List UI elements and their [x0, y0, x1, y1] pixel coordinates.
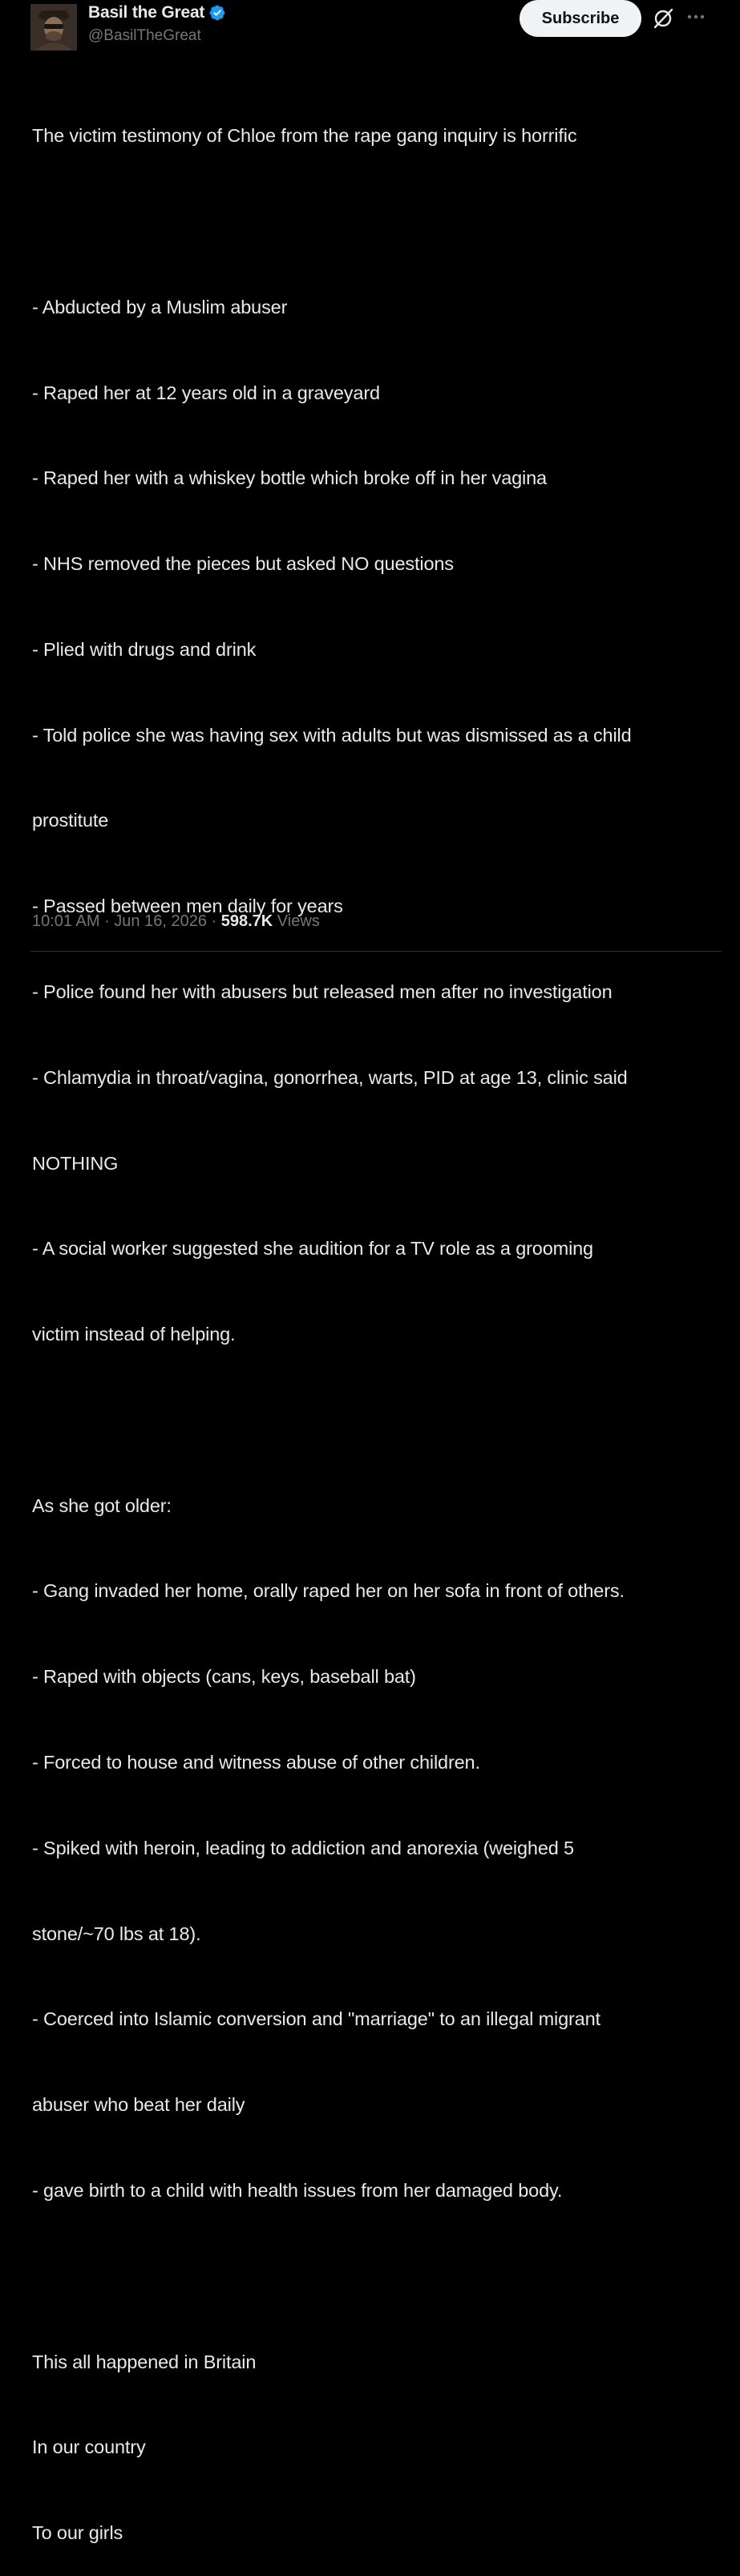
- tweet-line: - Spiked with heroin, leading to addiction and anorexia (weighed 5: [32, 1837, 574, 1858]
- tweet-line: - Chlamydia in throat/vagina, gonorrhea, warts, PID at age 13, clinic said: [32, 1066, 628, 1088]
- tweet-blank-line: [32, 2263, 722, 2291]
- tweet-line: - Raped her with a whiskey bottle which broke off in her vagina: [32, 467, 547, 489]
- tweet-line: - Plied with drugs and drink: [32, 638, 257, 660]
- tweet-text: [32, 65, 722, 2576]
- tweet-line: This all happened in Britain: [32, 2351, 257, 2372]
- tweet-line: victim instead of helping.: [32, 1324, 236, 1345]
- tweet-time[interactable]: 10:01 AM: [32, 912, 100, 930]
- subscribe-button[interactable]: Subscribe: [520, 0, 641, 37]
- verified-badge-icon[interactable]: [208, 4, 226, 22]
- tweet-line: - Abducted by a Muslim abuser: [32, 296, 288, 317]
- tweet-line: stone/~70 lbs at 18).: [32, 1923, 201, 1944]
- tweet-line: - A social worker suggested she audition for a TV role as a grooming: [32, 1238, 593, 1260]
- tweet-line: - Raped her at 12 years old in a graveyard: [32, 382, 380, 403]
- display-name-row: [88, 2, 226, 24]
- tweet-date[interactable]: Jun 16, 2026: [114, 912, 207, 930]
- tweet-line: - Police found her with abusers but released men after no investigation: [32, 981, 613, 1002]
- meta-separator: ·: [206, 912, 221, 930]
- tweet-line: - gave birth to a child with health issues from her damaged body.: [32, 2179, 563, 2201]
- views-label: Views: [277, 912, 320, 930]
- display-name[interactable]: Basil the Great: [88, 3, 205, 22]
- tweet-line: The victim testimony of Chloe from the rape gang inquiry is horrific: [32, 125, 577, 147]
- tweet-line: - Gang invaded her home, orally raped her on her sofa in front of others.: [32, 1580, 625, 1602]
- tweet-line: To our girls: [32, 2522, 123, 2544]
- more-options-icon[interactable]: [685, 6, 706, 27]
- author-handle[interactable]: @BasilTheGreat: [88, 27, 201, 44]
- tweet-line: - Forced to house and witness abuse of other children.: [32, 1752, 480, 1773]
- divider: [30, 951, 722, 952]
- tweet-line: As she got older:: [32, 1494, 172, 1516]
- tweet-line: - Passed between men daily for years: [32, 896, 343, 917]
- tweet-header: [0, 0, 740, 56]
- tweet-line: - Coerced into Islamic conversion and "marriage" to an illegal migrant: [32, 2008, 600, 2030]
- avatar[interactable]: [30, 4, 77, 51]
- tweet-line: abuser who beat her daily: [32, 2094, 245, 2116]
- tweet-blank-line: [32, 1406, 722, 1435]
- tweet-line: - Told police she was having sex with adults but was dismissed as a child: [32, 724, 632, 746]
- tweet-line: prostitute: [32, 810, 109, 831]
- grok-icon[interactable]: [651, 6, 675, 30]
- author-names: [88, 2, 226, 45]
- tweet-line: In our country: [32, 2436, 146, 2458]
- views-count[interactable]: 598.7K: [220, 912, 273, 930]
- tweet-line: - Raped with objects (cans, keys, baseball bat): [32, 1666, 416, 1688]
- tweet-blank-line: [32, 208, 722, 237]
- tweet-metadata: [32, 912, 320, 931]
- tweet-line: - NHS removed the pieces but asked NO questions: [32, 553, 454, 575]
- avatar-image: [30, 4, 77, 51]
- meta-separator: ·: [99, 912, 115, 930]
- tweet-line: NOTHING: [32, 1152, 119, 1174]
